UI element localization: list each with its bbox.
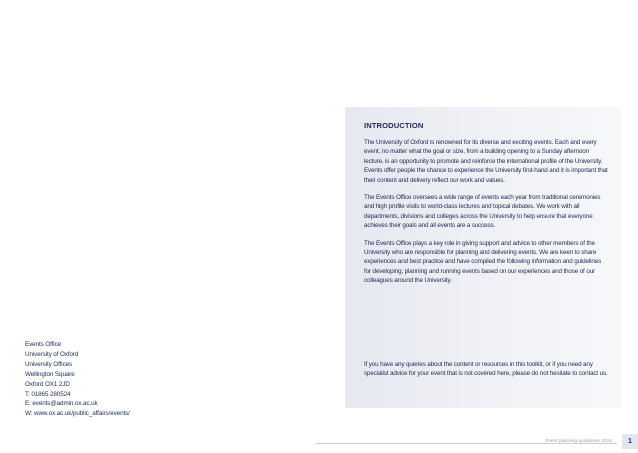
intro-paragraph: The University of Oxford is renowned for its diverse and exciting events. Each and every event, no matter what the goal or size, from a building opening to a Sunday afternoon lecture, is an opportunity to promote and reinforce the international profile of the University. Events offer people the chance to experience the University first-hand and it is important that their content and delivery reflect our work and values.: [364, 139, 608, 184]
page-number: 1: [622, 434, 638, 449]
address-line: University of Oxford: [25, 350, 79, 358]
footer-title: Event planning guidelines 2016: [545, 439, 612, 444]
contact-note-paragraph: If you have any queries about the content or resources in this toolkit, or if you need any specialist advice for your event that is not covered here, please do not hesitate to contact us.: [364, 361, 608, 378]
address-line: University Offices: [25, 360, 73, 368]
introduction-panel: [345, 107, 621, 408]
contact-address-block: [25, 340, 130, 419]
email-line: E: events@admin.ox.ac.uk: [25, 400, 98, 408]
address-line: Oxford OX1 2JD: [25, 380, 70, 388]
address-line: Wellington Square: [25, 370, 75, 378]
introduction-heading: INTRODUCTION: [364, 121, 424, 130]
address-line: Events Office: [25, 341, 62, 348]
phone-line: T: 01865 280524: [25, 390, 71, 398]
intro-paragraph: The Events Office plays a key role in giving support and advice to other members of the University who are responsible for planning and delivering events. We are keen to share experiences and best practice and have compiled the following information and guidelines for developing, planning and running events based on our experiences and those of our colleagues around the University.: [364, 239, 602, 285]
intro-paragraph: The Events Office oversees a wide range of events each year from traditional ceremonies and high profile visits to world-class lectures and topical debates. We work with all departments, divisions and colleges across the University to help ensure that everyone achieves their goals and all events are a success.: [364, 194, 601, 230]
website-line: W: www.ox.ac.uk/public_affairs/events/: [25, 410, 130, 418]
